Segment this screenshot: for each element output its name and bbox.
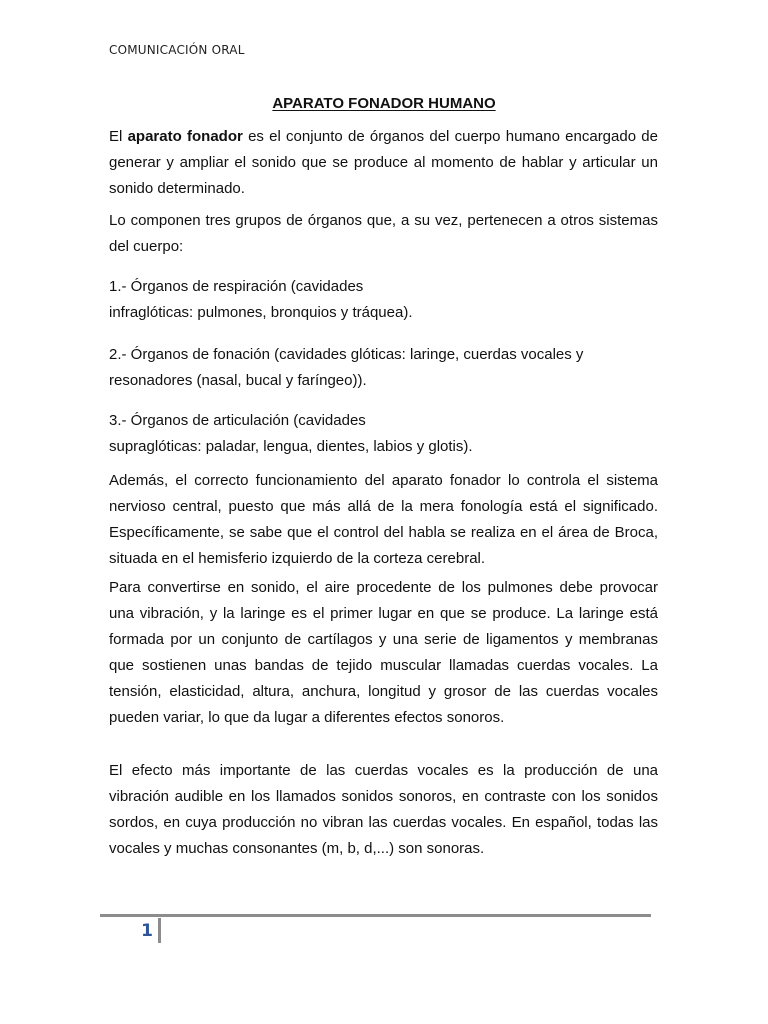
intro-prefix: El bbox=[109, 128, 128, 145]
page-number-separator bbox=[158, 918, 161, 943]
paragraph-larynx: Para convertirse en sonido, el aire procedente de los pulmones debe provocar una vibración, y la laringe es el primer lugar en que se produce. La laringe está formada por un conjunto de cartílagos y una serie de ligamentos y membranas que sostienen unas bandas de tejido muscular llamadas cuerdas vocales. La tensión, elasticidad, altura, anchura, longitud y grosor de las cuerdas vocales pueden variar, lo que da lugar a diferentes efectos sonoros. bbox=[109, 579, 658, 726]
footer-divider bbox=[100, 914, 651, 917]
list-item-phonation bbox=[109, 342, 658, 394]
list-item-respiration bbox=[109, 274, 658, 326]
paragraph-nervous-system: Además, el correcto funcionamiento del aparato fonador lo controla el sistema nervioso central, puesto que más allá de la mera fonología está el significado. Específicamente, se sabe que el control del habla se realiza en el área de Broca, situada en el hemisferio izquierdo de la corteza cerebral. bbox=[109, 472, 658, 567]
page-number: 1 bbox=[141, 921, 153, 941]
list-item-line: infraglóticas: pulmones, bronquios y tráquea). bbox=[109, 304, 413, 321]
list-item-line: resonadores (nasal, bucal y faríngeo)). bbox=[109, 372, 367, 389]
list-item-line: 3.- Órganos de articulación (cavidades bbox=[109, 412, 366, 429]
intro-paragraph bbox=[109, 124, 658, 202]
list-item-line: 1.- Órganos de respiración (cavidades bbox=[109, 278, 364, 295]
running-header: COMUNICACIÓN ORAL bbox=[109, 43, 245, 57]
list-item-line: supraglóticas: paladar, lengua, dientes, labios y glotis). bbox=[109, 438, 473, 455]
components-paragraph: Lo componen tres grupos de órganos que, a su vez, pertenecen a otros sistemas del cuerpo: bbox=[109, 212, 658, 255]
intro-rest: es el conjunto de órganos del cuerpo humano encargado de generar y ampliar el sonido que se produce al momento de hablar y articular un sonido determinado. bbox=[109, 128, 658, 197]
paragraph-vocal-cords: El efecto más importante de las cuerdas vocales es la producción de una vibración audible en los llamados sonidos sonoros, en contraste con los sonidos sordos, en cuya producción no vibran las cuerdas vocales. En español, todas las vocales y muchas consonantes (m, b, d,...) son sonoras. bbox=[109, 762, 658, 857]
list-item-articulation bbox=[109, 408, 658, 460]
list-item-line: 2.- Órganos de fonación (cavidades glóticas: laringe, cuerdas vocales y bbox=[109, 346, 584, 363]
intro-bold-term: aparato fonador bbox=[127, 128, 243, 145]
page-title: APARATO FONADOR HUMANO bbox=[272, 95, 496, 112]
